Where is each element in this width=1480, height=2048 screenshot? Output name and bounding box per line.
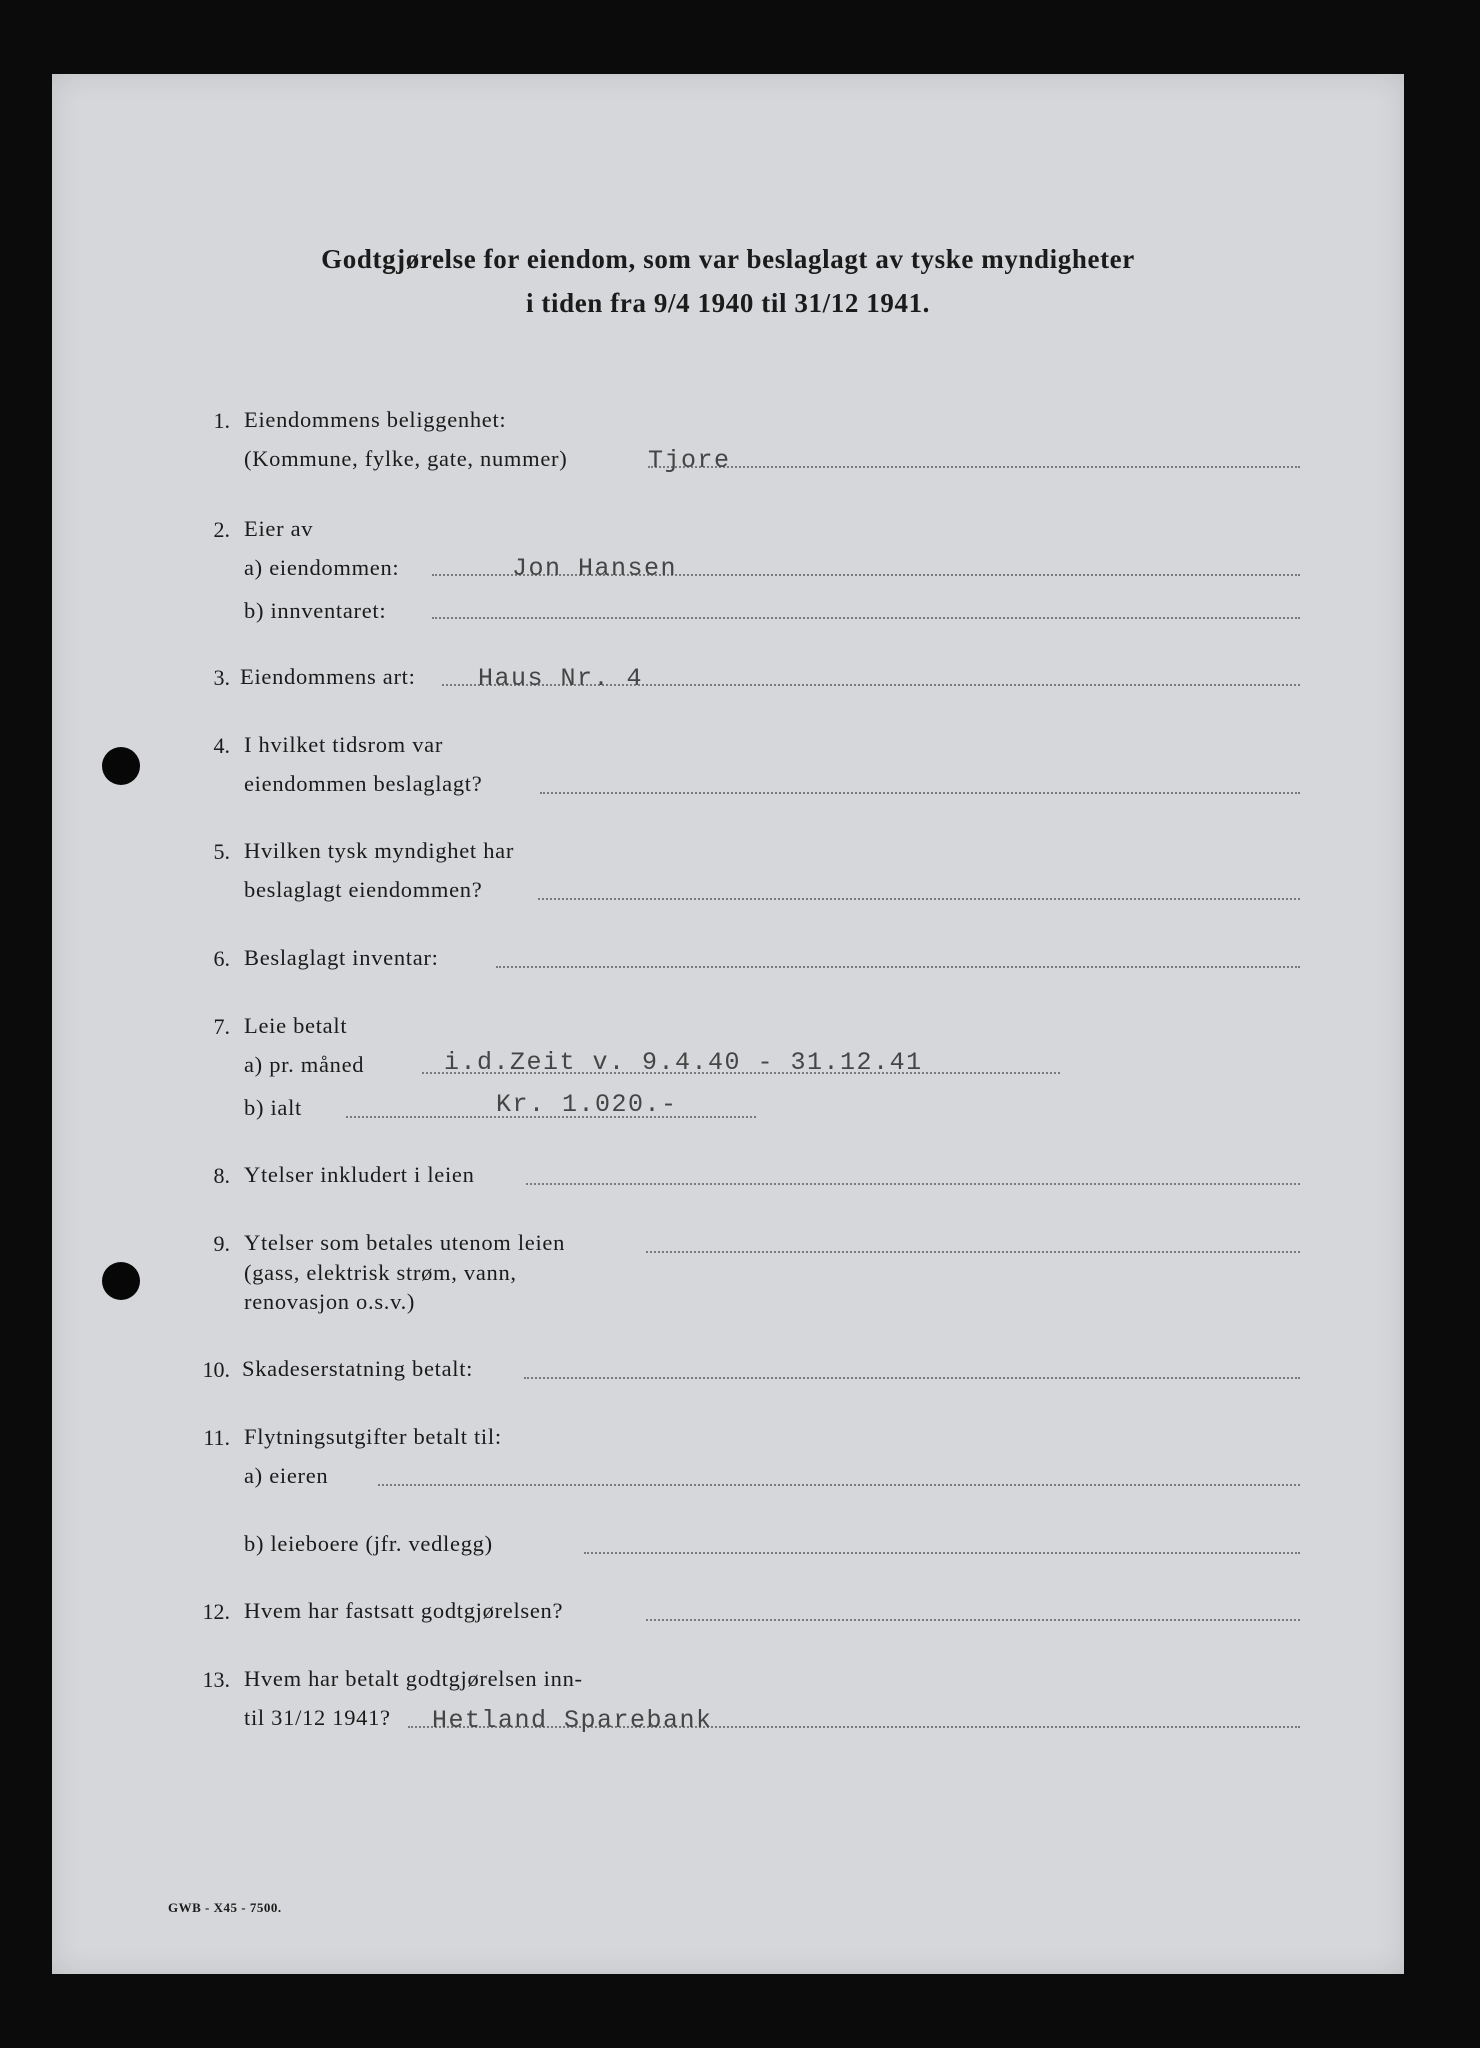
item-11a-answer-line [378, 1484, 1300, 1486]
item-2a-answer: Jon Hansen [512, 554, 678, 583]
item-7a-label: a) pr. måned [244, 1052, 365, 1077]
item-7b-answer: Kr. 1.020.- [496, 1090, 678, 1119]
item-12-label: Hvem har fastsatt godtgjørelsen? [244, 1598, 564, 1623]
item-1-number: 1. [213, 408, 230, 433]
item-5-sublabel: beslaglagt eiendommen? [244, 877, 483, 902]
item-6-label: Beslaglagt inventar: [244, 945, 439, 970]
item-9-label: Ytelser som betales utenom leien [244, 1230, 566, 1255]
item-2b-answer-line [432, 617, 1300, 619]
item-10-label: Skadeserstatning betalt: [242, 1356, 474, 1381]
form-sheet [52, 74, 1404, 1974]
item-7-number: 7. [213, 1014, 230, 1039]
punch-hole-top [102, 747, 140, 785]
item-4-label: I hvilket tidsrom var [244, 732, 444, 757]
item-5-number: 5. [213, 839, 230, 864]
item-3-number: 3. [213, 665, 230, 690]
form-title-line-2: i tiden fra 9/4 1940 til 31/12 1941. [525, 288, 931, 318]
item-8-number: 8. [213, 1163, 230, 1188]
item-11-label: Flytningsutgifter betalt til: [244, 1424, 502, 1449]
item-13-answer: Hetland Sparebank [432, 1706, 713, 1735]
item-4-number: 4. [213, 733, 230, 758]
item-8-label: Ytelser inkludert i leien [244, 1162, 475, 1187]
punch-hole-bottom [102, 1262, 140, 1300]
item-5-label: Hvilken tysk myndighet har [244, 838, 515, 863]
item-9-number: 9. [213, 1231, 230, 1256]
item-8-answer-line [526, 1183, 1300, 1185]
item-9-sublabel-1: (gass, elektrisk strøm, vann, [244, 1260, 517, 1285]
item-3-label: Eiendommens art: [240, 664, 416, 689]
item-2-number: 2. [213, 517, 230, 542]
item-1-answer-line [648, 466, 1300, 468]
item-12-number: 12. [202, 1599, 230, 1624]
item-13-label: Hvem har betalt godtgjørelsen inn- [244, 1666, 583, 1691]
item-7b-label: b) ialt [244, 1095, 303, 1120]
item-7a-answer: i.d.Zeit v. 9.4.40 - 31.12.41 [444, 1048, 923, 1077]
item-4-sublabel: eiendommen beslaglagt? [244, 771, 483, 796]
item-2a-label: a) eiendommen: [244, 555, 400, 580]
item-11a-label: a) eieren [244, 1463, 329, 1488]
item-10-number: 10. [202, 1357, 230, 1382]
item-1-sublabel: (Kommune, fylke, gate, nummer) [244, 446, 568, 471]
item-5-answer-line [538, 898, 1300, 900]
form-title-line-1: Godtgjørelse for eiendom, som var beslaglagt av tyske myndigheter [321, 244, 1135, 274]
item-1-label: Eiendommens beliggenhet: [244, 407, 507, 432]
item-11b-label: b) leieboere (jfr. vedlegg) [244, 1531, 493, 1556]
item-2-label: Eier av [244, 516, 314, 541]
item-13-sublabel: til 31/12 1941? [244, 1705, 391, 1730]
item-11-number: 11. [203, 1425, 230, 1450]
item-9-sublabel-2: renovasjon o.s.v.) [244, 1289, 416, 1314]
printer-code: GWB - X45 - 7500. [168, 1900, 282, 1915]
item-7-label: Leie betalt [244, 1013, 348, 1038]
item-3-answer: Haus Nr. 4 [478, 664, 644, 693]
item-11b-answer-line [584, 1552, 1300, 1554]
item-13-number: 13. [202, 1667, 230, 1692]
item-1-answer: Tjore [648, 446, 731, 475]
item-6-answer-line [496, 966, 1300, 968]
item-12-answer-line [646, 1619, 1300, 1621]
item-9-answer-line [646, 1251, 1300, 1253]
item-4-answer-line [540, 792, 1300, 794]
item-6-number: 6. [213, 946, 230, 971]
item-10-answer-line [524, 1377, 1300, 1379]
item-2b-label: b) innventaret: [244, 598, 387, 623]
